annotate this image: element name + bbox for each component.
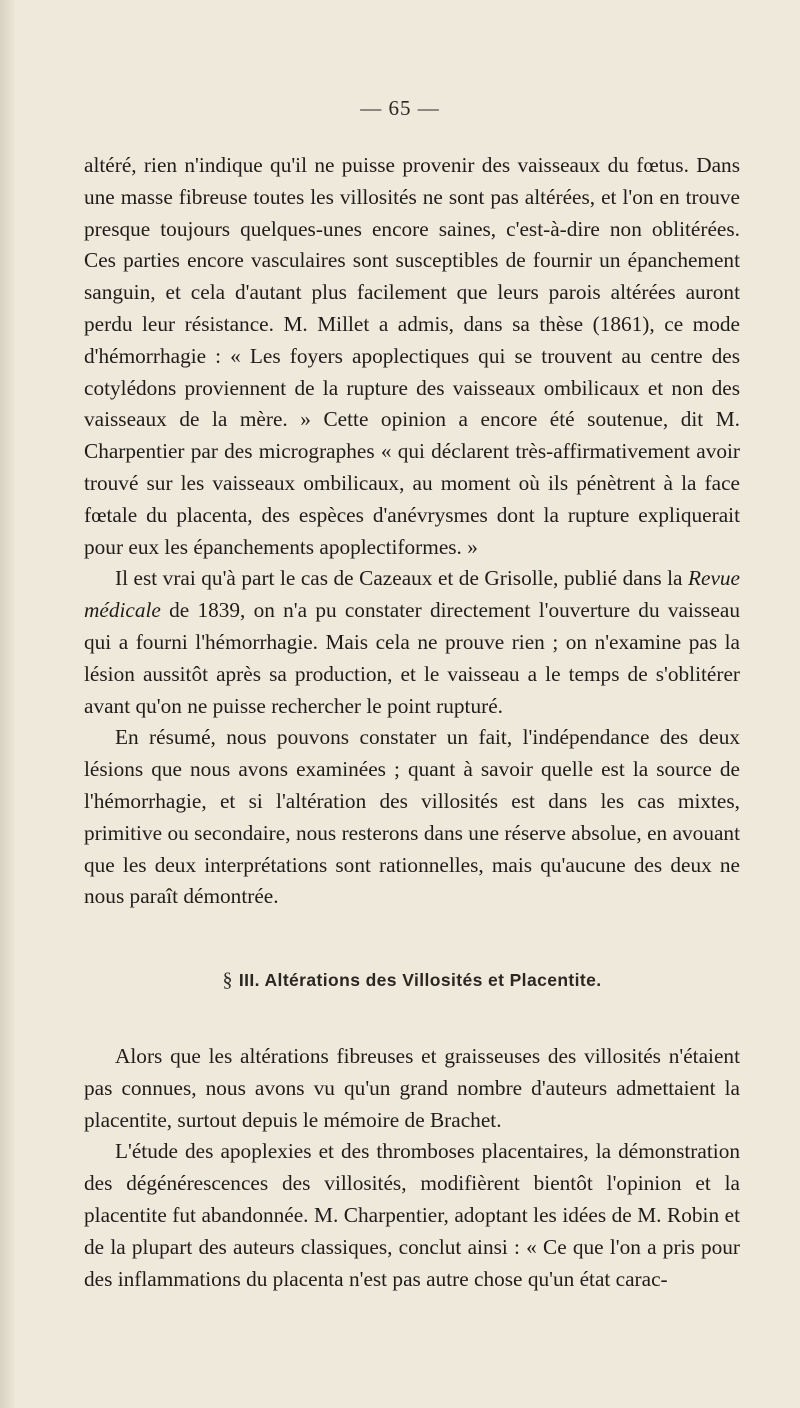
section-title: III. Altérations des Villosités et Placentite. (238, 970, 602, 991)
paragraph-1: altéré, rien n'indique qu'il ne puisse provenir des vaisseaux du fœtus. Dans une masse fibreuse toutes les villosités ne sont pas altérées, et l'on en trouve presque toujours quelques-unes encore saines, c'est-à-dire non oblitérées. Ces parties encore vasculaires sont susceptibles de fournir un épanchement sanguin, et cela d'autant plus facilement que leurs parois altérées auront perdu leur résistance. M. Millet a admis, dans sa thèse (1861), ce mode d'hémorrhagie : « Les foyers apoplectiques qui se trouvent au centre des cotylédons proviennent de la rupture des vaisseaux ombilicaux et non des vaisseaux de la mère. » Cette opinion a encore été soutenue, dit M. Charpentier par des micrographes « qui déclarent très-affirmativement avoir trouvé sur les vaisseaux ombilicaux, au moment où ils pénètrent à la face fœtale du placenta, des espèces d'anévrysmes dont la rupture expliquerait pour eux les épanchements apoplectiformes. » (84, 153, 740, 559)
page-number: — 65 — (360, 96, 440, 120)
section-heading (84, 965, 740, 997)
paragraph-2-text-a: Il est vrai qu'à part le cas de Cazeaux et de Grisolle, publié dans la (115, 566, 688, 591)
paragraph-5: L'étude des apoplexies et des thromboses placentaires, la démonstration des dégénérescences des villosités, modifièrent bientôt l'opinion et la placentite fut abandonnée. M. Charpentier, adoptant les idées de M. Robin et de la plupart des auteurs classiques, conclut ainsi : « Ce que l'on a pris pour des inflammations du placenta n'est pas autre chose qu'un état carac- (84, 1139, 740, 1291)
paragraph-4: Alors que les altérations fibreuses et graisseuses des villosités n'étaient pas connues, nous avons vu qu'un grand nombre d'auteurs admettaient la placentite, surtout depuis le mémoire de Brachet. (84, 1043, 740, 1132)
body-text (84, 150, 740, 1295)
paragraph-2-text-b: de 1839, on n'a pu constater directement l'ouverture du vaisseau qui a fourni l'hémorrhagie. Mais cela ne prouve rien ; on n'examine pas la lésion aussitôt après sa production, et le vaisseau a le temps de s'oblitérer avant qu'on ne puisse rechercher le point rupturé. (84, 598, 740, 718)
journal-title: Revue médicale (84, 566, 740, 623)
paragraph-3: En résumé, nous pouvons constater un fait, l'indépendance des deux lésions que nous avons examinées ; quant à savoir quelle est la source de l'hémorrhagie, et si l'altération des villosités est dans les cas mixtes, primitive ou secondaire, nous resterons dans une réserve absolue, en avouant que les deux interprétations sont rationnelles, mais qu'aucune des deux ne nous paraît démontrée. (84, 725, 740, 909)
section-symbol: § (222, 969, 233, 992)
paragraph-2 (84, 563, 740, 722)
